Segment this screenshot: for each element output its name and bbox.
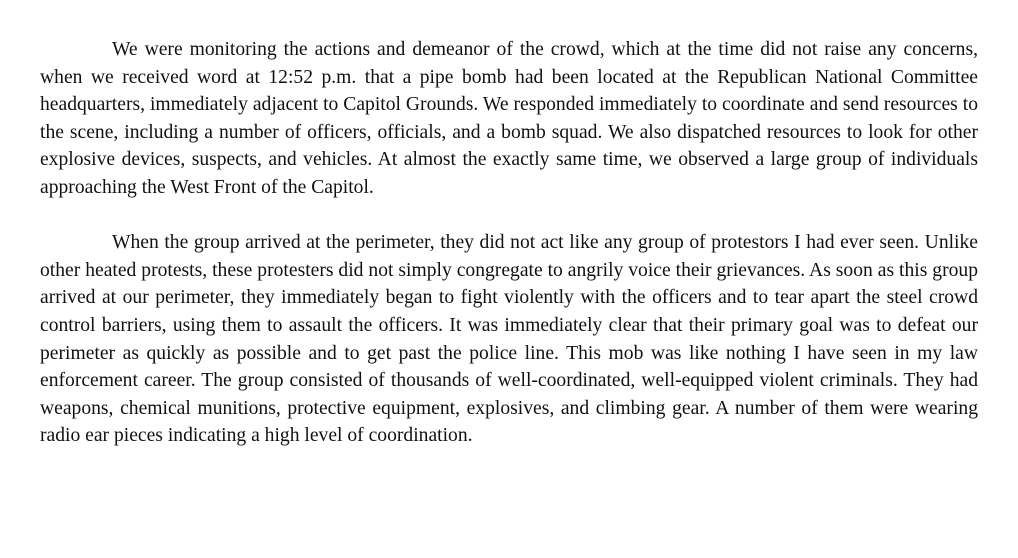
document-body [40, 36, 978, 450]
paragraph-2: When the group arrived at the perimeter, they did not act like any group of protestors I had ever seen. Unlike other heated protests, these protesters did not simply congregate to angrily voice their grievances. As soon as this group arrived at our perimeter, they immediately began to fight violently with the officers and to tear apart the steel crowd control barriers, using them to assault the officers. It was immediately clear that their primary goal was to defeat our perimeter as quickly as possible and to get past the police line. This mob was like nothing I have seen in my law enforcement career. The group consisted of thousands of well-coordinated, well-equipped violent criminals. They had weapons, chemical munitions, protective equipment, explosives, and climbing gear. A number of them were wearing radio ear pieces indicating a high level of coordination. [40, 232, 978, 447]
paragraph-1: We were monitoring the actions and demeanor of the crowd, which at the time did not raise any concerns, when we received word at 12:52 p.m. that a pipe bomb had been located at the Republican National Committee headquarters, immediately adjacent to Capitol Grounds. We responded immediately to coordinate and send resources to the scene, including a number of officers, officials, and a bomb squad. We also dispatched resources to look for other explosive devices, suspects, and vehicles. At almost the exactly same time, we observed a large group of individuals approaching the West Front of the Capitol. [40, 39, 978, 198]
